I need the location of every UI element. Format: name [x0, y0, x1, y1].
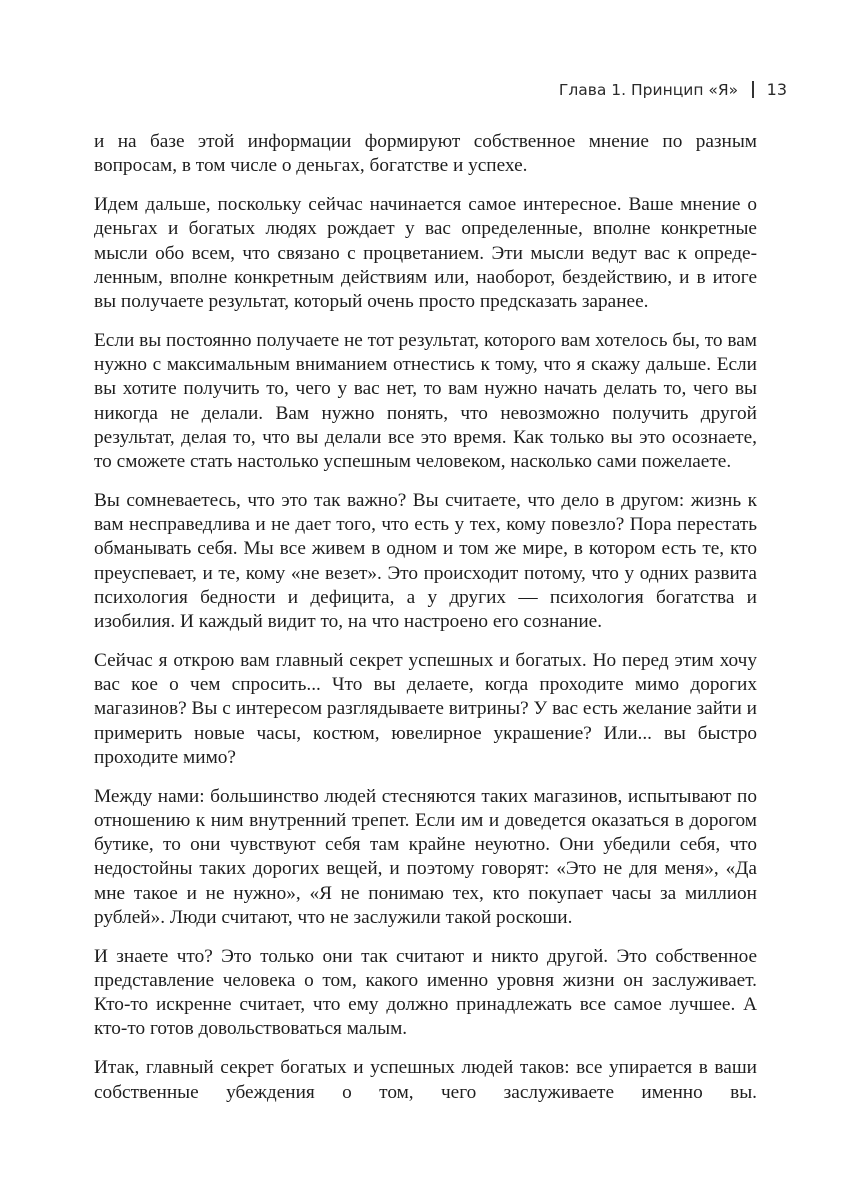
running-header [559, 80, 787, 99]
paragraph-4: Вы сомневаетесь, что это так важно? Вы считаете, что дело в другом: жизнь к вам несправедлива и не дает того, что есть у тех, кому повезло? Пора перестать обманывать себя. Мы все живем в одном и том же мире, в котором есть те, кто преуспевает, и те, кому «не везет». Это происходит потому, что у одних развита психология бедности и дефицита, а у других — психология богатства и изобилия. И каждый видит то, на что настроено его сознание. [94, 490, 757, 633]
page-number: 13 [766, 80, 787, 99]
paragraph-5: Сейчас я открою вам главный секрет успешных и богатых. Но перед этим хочу вас кое о чем спросить... Что вы делаете, когда проходите мимо дорогих магазинов? Вы с интересом разглядываете витрины? У вас есть желание зайти и примерить новые часы, костюм, ювелирное украшение? Или... вы быстро проходите мимо? [94, 650, 757, 768]
paragraph-8: Итак, главный секрет богатых и успешных людей таков: все упирается в ваши собственные убеждения о том, чего заслуживаете именно вы. [94, 1057, 757, 1103]
paragraph-1: и на базе этой информации формируют собственное мнение по разным вопросам, в том числе о деньгах, богатстве и успехе. [94, 131, 757, 177]
chapter-title: Глава 1. Принцип «Я» [558, 80, 739, 99]
body-text [94, 130, 757, 1105]
paragraph-2: Идем дальше, поскольку сейчас начинается самое интересное. Ваше мнение о деньгах и богатых людях рождает у вас определенные, вполне конкретные мысли обо всем, что связано с процветанием. Эти мысли ведут вас к определенным, вполне конкретным действиям или, наоборот, бездействию, и в итоге вы получаете результат, который очень просто предсказать заранее. [94, 194, 757, 313]
paragraph-3: Если вы постоянно получаете не тот результат, которого вам хотелось бы, то вам нужно с максимальным вниманием отнестись к тому, что я скажу дальше. Если вы хотите получить то, чего у вас нет, то вам нужно начать делать то, чего вы никогда не делали. Вам нужно понять, что невозможно получить другой результат, делая то, что вы делали все это время. Как только вы это осознаете, то сможете стать настолько успешным человеком, насколько сами пожелаете. [94, 330, 757, 473]
paragraph-7: И знаете что? Это только они так считают и никто другой. Это собственное представление человека о том, какого именно уровня жизни он заслуживает. Кто-то искренне считает, что ему должно принадлежать все самое лучшее. А кто-то готов довольствоваться малым. [94, 945, 757, 1040]
header-separator [752, 81, 754, 98]
paragraph-6: Между нами: большинство людей стесняются таких магазинов, испытывают по отношению к ним внутренний трепет. Если им и доведется оказаться в дорогом бутике, то они чувствуют себя там крайне неуютно. Они убедили себя, что недостойны таких дорогих вещей, и поэтому говорят: «Это не для меня», «Да мне такое и не нужно», «Я не понимаю тех, кто покупает часы за миллион рублей». Люди считают, что не заслужили такой роскоши. [94, 785, 757, 928]
